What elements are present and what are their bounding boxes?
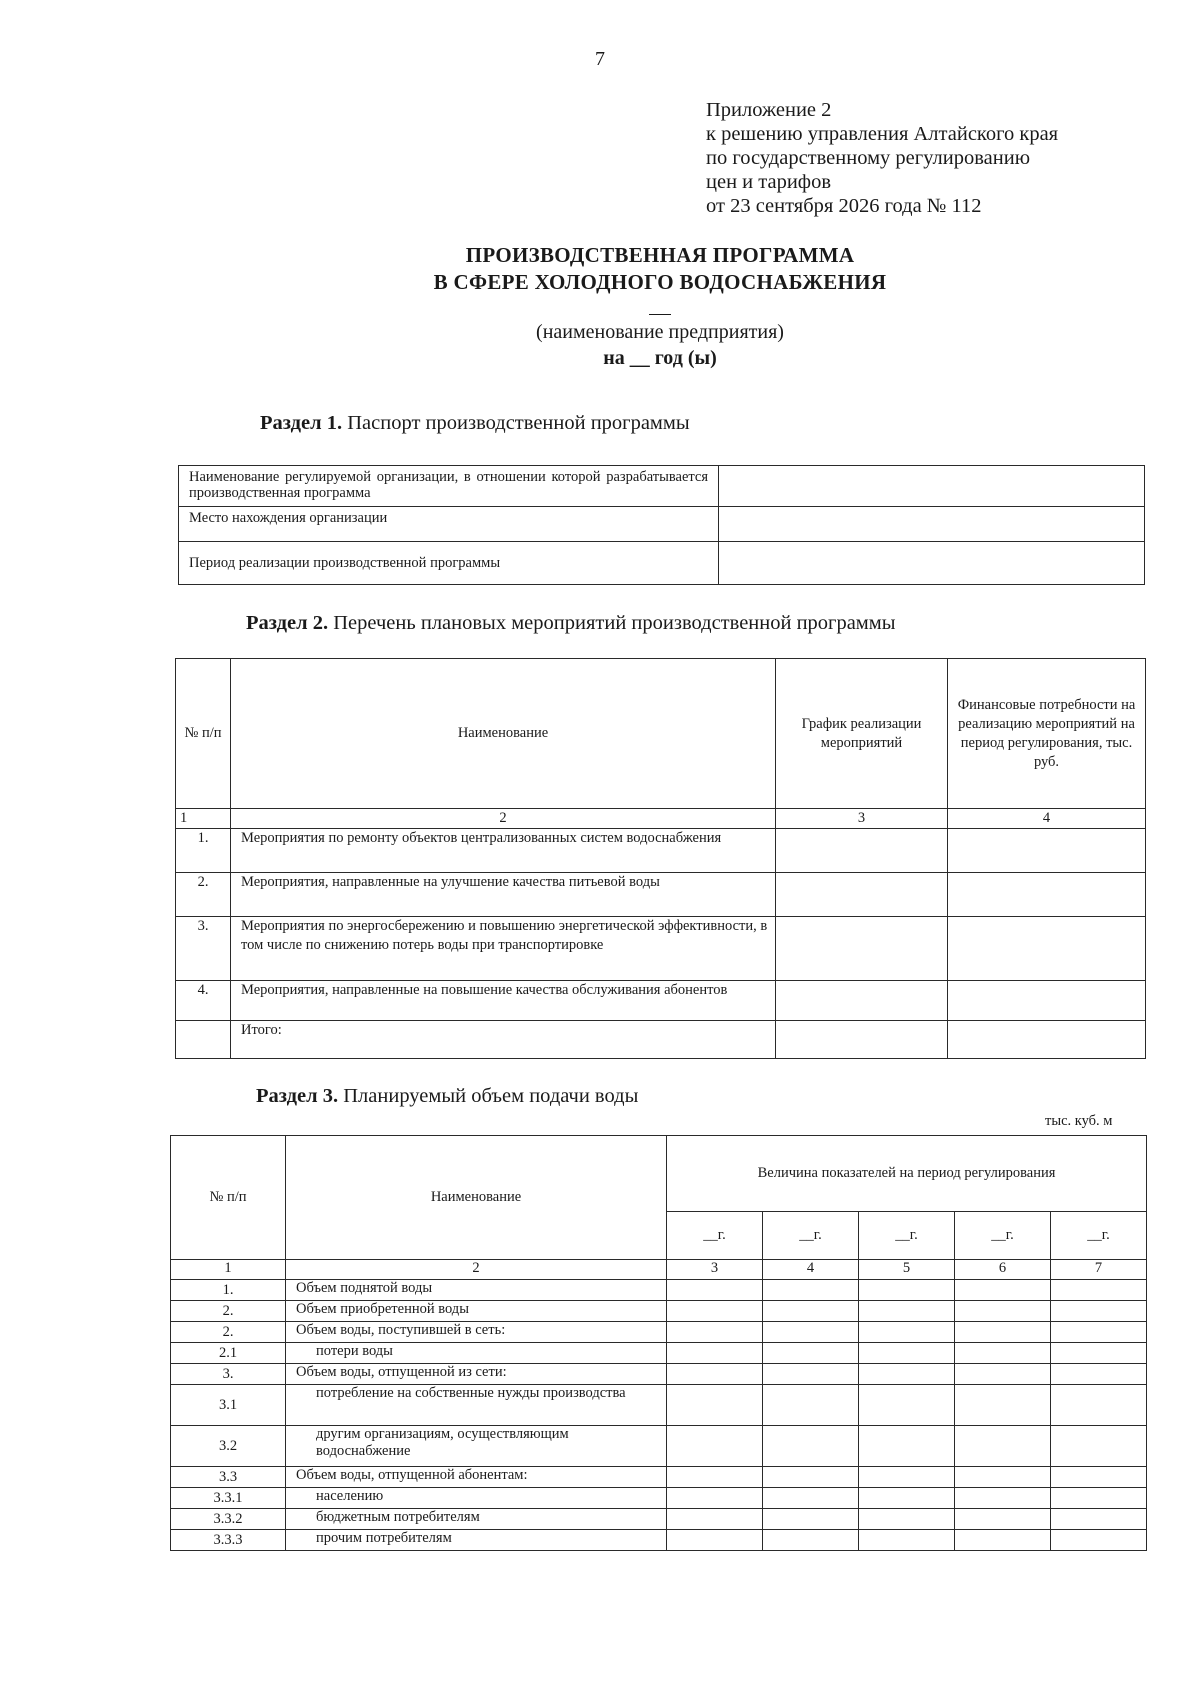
table-row: [171, 1301, 1147, 1322]
section1-title: Паспорт производственной программы: [347, 412, 690, 434]
row-name: другим организациям, осуществляющим водоснабжение: [286, 1426, 667, 1467]
value-cell: [1051, 1301, 1147, 1322]
row-number: [176, 1021, 231, 1059]
value-cell: [1051, 1343, 1147, 1364]
value-cell: [667, 1343, 763, 1364]
value-cell: [859, 1509, 955, 1530]
title-line-2: В СФЕРЕ ХОЛОДНОГО ВОДОСНАБЖЕНИЯ: [433, 270, 887, 294]
row-number: 4.: [176, 981, 231, 1021]
value-cell: [955, 1280, 1051, 1301]
row-number: 2.: [176, 873, 231, 917]
row-name: потребление на собственные нужды производства: [286, 1385, 667, 1426]
year-header: __г.: [763, 1212, 859, 1260]
value-cell: [955, 1385, 1051, 1426]
value-cell: [859, 1530, 955, 1551]
value-cell: [667, 1301, 763, 1322]
row-finance: [948, 981, 1146, 1021]
row-finance: [948, 1021, 1146, 1059]
col-number: 1: [176, 809, 231, 829]
value-cell: [955, 1343, 1051, 1364]
value-cell: [763, 1426, 859, 1467]
col-header-name: Наименование: [231, 659, 776, 809]
table-row: [179, 542, 1145, 585]
row-name: Объем воды, отпущенной из сети:: [286, 1364, 667, 1385]
passport-table: [178, 465, 1145, 585]
value-cell: [1051, 1509, 1147, 1530]
year-line: на __ год (ы): [603, 347, 717, 369]
col-header-num: № п/п: [171, 1136, 286, 1260]
row-schedule: [776, 829, 948, 873]
table-row: [171, 1530, 1147, 1551]
year-header: __г.: [859, 1212, 955, 1260]
value-cell: [955, 1488, 1051, 1509]
value-cell: [955, 1322, 1051, 1343]
value-cell: [667, 1530, 763, 1551]
value-cell: [763, 1301, 859, 1322]
value-cell: [763, 1343, 859, 1364]
table-row: [171, 1488, 1147, 1509]
row-number: 1.: [176, 829, 231, 873]
value-cell: [667, 1509, 763, 1530]
row-number: 3.3.1: [171, 1488, 286, 1509]
value-cell: [667, 1426, 763, 1467]
row-number: 2.1: [171, 1343, 286, 1364]
section2-heading: [246, 612, 896, 635]
blank-line: [649, 308, 671, 315]
value-cell: [667, 1467, 763, 1488]
table-header-row: [171, 1136, 1147, 1212]
value-cell: [763, 1488, 859, 1509]
value-cell: [1051, 1322, 1147, 1343]
col-number: 5: [859, 1260, 955, 1280]
section1-label: Раздел 1.: [260, 412, 343, 434]
appendix-line: от 23 сентября 2026 года № 112: [706, 195, 982, 217]
col-number: 6: [955, 1260, 1051, 1280]
row-finance: [948, 829, 1146, 873]
subtitle-block: [0, 308, 1200, 371]
value-cell: [763, 1530, 859, 1551]
passport-label: Наименование регулируемой организации, в отношении которой разрабатывается производственная программа: [179, 466, 719, 507]
value-cell: [859, 1343, 955, 1364]
row-name: Мероприятия, направленные на повышение качества обслуживания абонентов: [231, 981, 776, 1021]
value-cell: [1051, 1280, 1147, 1301]
value-cell: [1051, 1467, 1147, 1488]
col-number-row: [176, 809, 1146, 829]
year-header: __г.: [955, 1212, 1051, 1260]
appendix-block: [706, 98, 1058, 218]
row-number: 2.: [171, 1322, 286, 1343]
row-number: 3.3: [171, 1467, 286, 1488]
col-number: 4: [948, 809, 1146, 829]
section3-label: Раздел 3.: [256, 1085, 339, 1107]
table-row: [176, 981, 1146, 1021]
col-header-name: Наименование: [286, 1136, 667, 1260]
value-cell: [955, 1467, 1051, 1488]
value-cell: [859, 1301, 955, 1322]
col-header-num: № п/п: [176, 659, 231, 809]
col-number: 2: [286, 1260, 667, 1280]
section2-title: Перечень плановых мероприятий производственной программы: [333, 612, 896, 634]
row-name: населению: [286, 1488, 667, 1509]
row-schedule: [776, 981, 948, 1021]
row-number: 1.: [171, 1280, 286, 1301]
row-name: Объем приобретенной воды: [286, 1301, 667, 1322]
section3-title: Планируемый объем подачи воды: [343, 1085, 639, 1107]
row-name: Мероприятия по ремонту объектов централизованных систем водоснабжения: [231, 829, 776, 873]
appendix-line: по государственному регулированию: [706, 147, 1031, 169]
section3-heading: [256, 1085, 638, 1108]
table-row: [176, 917, 1146, 981]
value-cell: [763, 1509, 859, 1530]
row-schedule: [776, 917, 948, 981]
org-placeholder: (наименование предприятия): [536, 321, 784, 343]
value-cell: [859, 1280, 955, 1301]
water-volume-table: [170, 1135, 1147, 1551]
value-cell: [859, 1488, 955, 1509]
row-number: 3.3.3: [171, 1530, 286, 1551]
row-number: 3.: [176, 917, 231, 981]
table-row: [171, 1364, 1147, 1385]
value-cell: [955, 1364, 1051, 1385]
value-cell: [1051, 1530, 1147, 1551]
row-name: прочим потребителям: [286, 1530, 667, 1551]
col-header-schedule: График реализации мероприятий: [776, 659, 948, 809]
row-schedule: [776, 873, 948, 917]
row-name: Итого:: [231, 1021, 776, 1059]
value-cell: [667, 1385, 763, 1426]
row-name: Объем воды, поступившей в сеть:: [286, 1322, 667, 1343]
section1-heading: [260, 412, 690, 435]
value-cell: [955, 1426, 1051, 1467]
measures-table: [175, 658, 1146, 1059]
section2-label: Раздел 2.: [246, 612, 329, 634]
row-name: потери воды: [286, 1343, 667, 1364]
row-name: Объем воды, отпущенной абонентам:: [286, 1467, 667, 1488]
table-row-total: [176, 1021, 1146, 1059]
title-line-1: ПРОИЗВОДСТВЕННАЯ ПРОГРАММА: [465, 243, 855, 267]
col-header-finance: Финансовые потребности на реализацию мероприятий на период регулирования, тыс. руб.: [948, 659, 1146, 809]
row-number: 3.3.2: [171, 1509, 286, 1530]
row-finance: [948, 873, 1146, 917]
row-name: Мероприятия по энергосбережению и повышению энергетической эффективности, в том числе по снижению потерь воды при транспортировке: [231, 917, 776, 981]
row-finance: [948, 917, 1146, 981]
passport-value: [719, 507, 1145, 542]
table-row: [171, 1509, 1147, 1530]
col-number: 3: [776, 809, 948, 829]
col-number: 3: [667, 1260, 763, 1280]
value-cell: [859, 1467, 955, 1488]
document-title: [0, 242, 1200, 296]
passport-value: [719, 542, 1145, 585]
value-cell: [1051, 1426, 1147, 1467]
row-schedule: [776, 1021, 948, 1059]
table-row: [171, 1343, 1147, 1364]
value-cell: [763, 1467, 859, 1488]
value-cell: [859, 1322, 955, 1343]
table-row: [171, 1385, 1147, 1426]
table-row: [171, 1426, 1147, 1467]
table-row: [171, 1467, 1147, 1488]
col-number: 4: [763, 1260, 859, 1280]
table-header-row: [176, 659, 1146, 809]
table-row: [176, 829, 1146, 873]
row-name: Объем поднятой воды: [286, 1280, 667, 1301]
value-cell: [763, 1385, 859, 1426]
row-number: 2.: [171, 1301, 286, 1322]
passport-value: [719, 466, 1145, 507]
value-cell: [1051, 1364, 1147, 1385]
value-cell: [859, 1364, 955, 1385]
value-cell: [763, 1280, 859, 1301]
appendix-line: цен и тарифов: [706, 171, 832, 193]
value-cell: [667, 1280, 763, 1301]
value-cell: [667, 1364, 763, 1385]
year-header: __г.: [1051, 1212, 1147, 1260]
row-name: Мероприятия, направленные на улучшение качества питьевой воды: [231, 873, 776, 917]
row-name: бюджетным потребителям: [286, 1509, 667, 1530]
table-row: [171, 1322, 1147, 1343]
row-number: 3.2: [171, 1426, 286, 1467]
value-cell: [667, 1322, 763, 1343]
row-number: 3.: [171, 1364, 286, 1385]
value-cell: [955, 1530, 1051, 1551]
table-row: [179, 466, 1145, 507]
value-cell: [859, 1385, 955, 1426]
value-cell: [1051, 1488, 1147, 1509]
col-number: 2: [231, 809, 776, 829]
table-row: [171, 1280, 1147, 1301]
value-cell: [763, 1364, 859, 1385]
year-header: __г.: [667, 1212, 763, 1260]
col-number: 7: [1051, 1260, 1147, 1280]
col-number-row: [171, 1260, 1147, 1280]
value-cell: [955, 1509, 1051, 1530]
passport-label: Место нахождения организации: [179, 507, 719, 542]
col-header-period: Величина показателей на период регулирования: [667, 1136, 1147, 1212]
table-row: [176, 873, 1146, 917]
table-row: [179, 507, 1145, 542]
passport-label: Период реализации производственной программы: [179, 542, 719, 585]
value-cell: [667, 1488, 763, 1509]
value-cell: [763, 1322, 859, 1343]
value-cell: [1051, 1385, 1147, 1426]
appendix-line: к решению управления Алтайского края: [706, 123, 1059, 145]
value-cell: [859, 1426, 955, 1467]
row-number: 3.1: [171, 1385, 286, 1426]
col-number: 1: [171, 1260, 286, 1280]
appendix-line: Приложение 2: [706, 99, 832, 121]
unit-label: тыс. куб. м: [1045, 1113, 1113, 1129]
value-cell: [955, 1301, 1051, 1322]
page-number: 7: [595, 48, 605, 70]
